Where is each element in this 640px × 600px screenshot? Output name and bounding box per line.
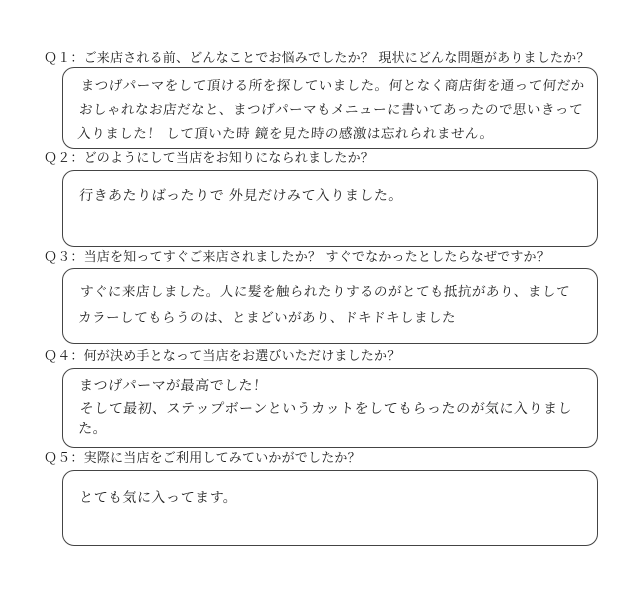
question-4: Ｑ４：何が決め手となって当店をお選びいただけましたか？ (44, 349, 401, 364)
answer-box-1 (62, 67, 598, 149)
answer-4-line-2: そして最初、ステップボーンというカットをしてもらったのが気に入りました。 (77, 401, 573, 437)
answer-4-line-1: まつげパーマが最高でした！ (78, 378, 269, 394)
question-3: Ｑ３：当店を知ってすぐご来店されましたか？ すぐでなかったとしたらなぜですか？ (44, 250, 550, 265)
answer-5: とても気に入ってます。 (78, 490, 238, 506)
question-2: Ｑ２：どのようにして当店をお知りになられましたか？ (44, 151, 375, 166)
question-1: Ｑ１：ご来店される前、どんなことでお悩みでしたか？ 現状にどんな問題がありましたか？ (44, 51, 590, 66)
answer-3: すぐに来店しました。人に髪を触られたりするのがとても抵抗があり、まして カラーしてもらうのは、とまどいがあり、ドキドキしました (77, 284, 571, 326)
answer-box-4 (62, 368, 598, 448)
question-5: Ｑ５：実際に当店をご利用してみていかがでしたか？ (44, 451, 361, 466)
answer-1: まつげパーマをして頂ける所を探していました。何となく商店街を通って何だかおしゃれなお店だなと、まつげパーマもメニューに書いてあったので思いきって入りました！ して頂いた時 鏡を見た時の感激は忘れられません。 (76, 78, 586, 142)
answer-box-3 (62, 268, 598, 344)
answer-2: 行きあたりばったりで 外見だけみて入りました。 (78, 188, 404, 204)
answer-box-5 (62, 470, 598, 546)
answer-box-2 (62, 170, 598, 247)
